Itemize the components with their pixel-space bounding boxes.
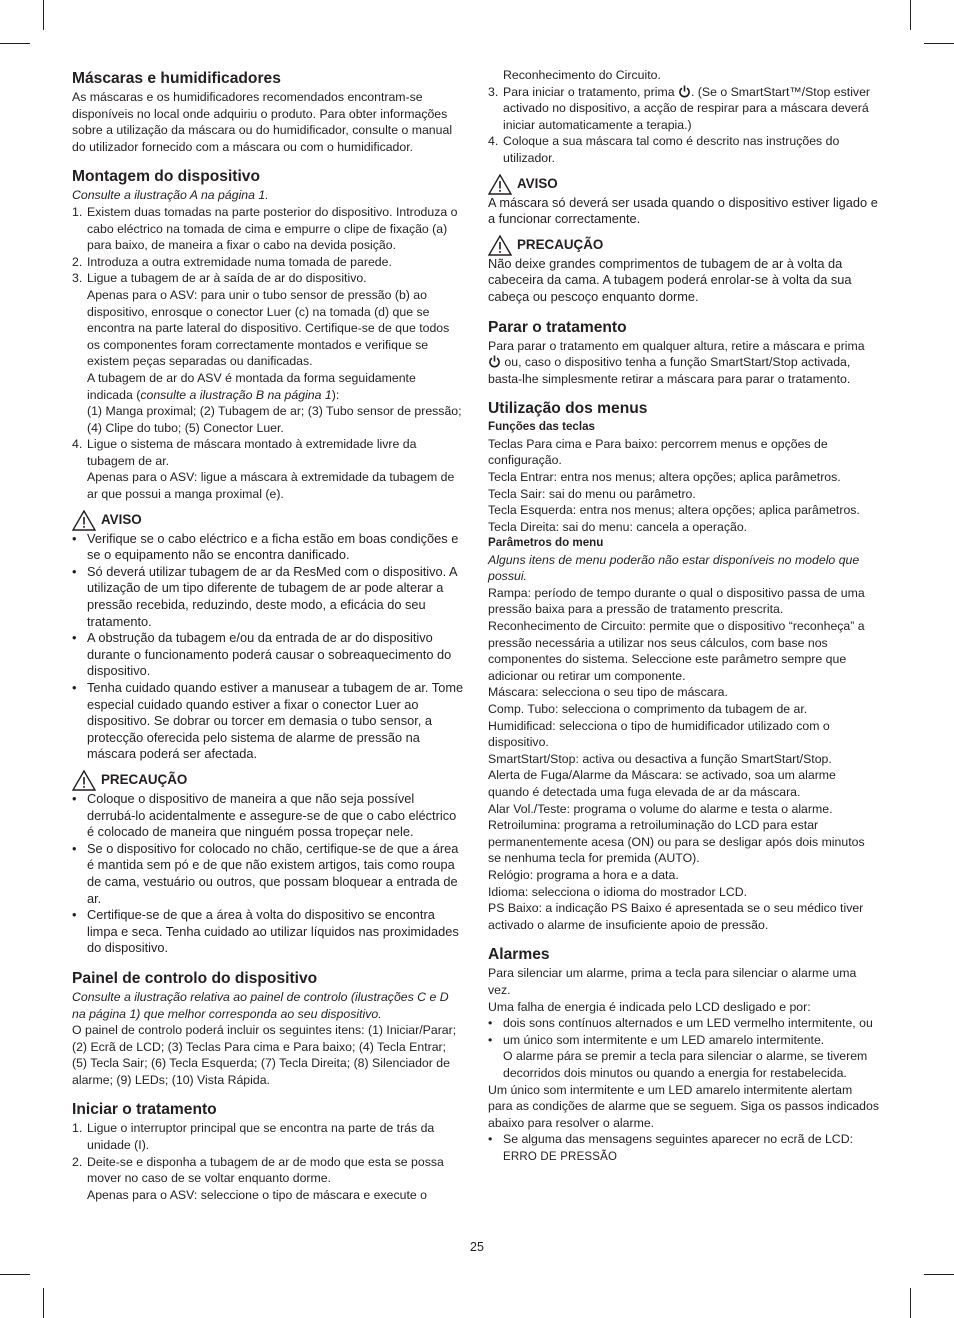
param-entry xyxy=(488,684,880,701)
step-text xyxy=(87,436,464,502)
param-label: PS Baixo: xyxy=(488,901,542,916)
step-main: Para iniciar o tratamento, prima xyxy=(503,84,678,99)
page-number: 25 xyxy=(470,1240,484,1254)
param-text: programa o volume do alarme e testa o alarme. xyxy=(570,801,833,816)
alarm-main: Se alguma das mensagens seguintes aparecer no ecrã de LCD: xyxy=(503,1132,853,1147)
list-item xyxy=(72,204,464,254)
crop-mark xyxy=(43,1288,44,1318)
param-entry xyxy=(488,817,880,867)
assembly-title: Montagem do dispositivo xyxy=(72,168,260,186)
step-number: 3. xyxy=(488,84,499,99)
list-item xyxy=(488,133,880,166)
key-text: percorrem menus e opções de configuração. xyxy=(488,436,828,468)
list-item xyxy=(72,436,464,502)
param-text: selecciona o idioma do mostrador LCD. xyxy=(528,884,748,899)
crop-mark xyxy=(0,1274,30,1275)
stop-text-end: ou, caso o dispositivo tenha a função SmartStart/Stop activada, basta-lhe simplesmente retirar a máscara para parar o tratamento. xyxy=(488,355,851,386)
step-number: 3. xyxy=(72,271,83,286)
param-label: Rampa: xyxy=(488,585,532,600)
warning-triangle-icon xyxy=(488,174,512,195)
panel-ref: Consulte a ilustração relativa ao painel de controlo (ilustrações C e D na página 1) que melhor corresponda ao seu dispositivo. xyxy=(72,989,449,1021)
crop-mark xyxy=(910,1288,911,1318)
warning-text: Verifique se o cabo eléctrico e a ficha estão em boas condições e se o equipamento não se encontra danificado. xyxy=(87,530,459,563)
alarms-list-2 xyxy=(488,1131,880,1165)
step-text: Coloque a sua máscara tal como é descrito nas instruções do utilizador. xyxy=(503,134,840,165)
power-icon xyxy=(488,355,501,368)
caution-text: Certifique-se de que a área à volta do dispositivo se encontra limpa e seca. Tenha cuidado ao utilizar líquidos nas proximidades do dispositivo. xyxy=(87,907,459,956)
asv-more: A tubagem de ar do ASV é montada da forma seguidamente indicada ( xyxy=(87,370,416,402)
param-text: período de tempo durante o qual o dispositivo passa de uma pressão baixa para a pressão de tratamento prescrita. xyxy=(488,585,865,617)
step-main-end: . (Se o SmartStart™/Stop estiver activado no dispositivo, a acção de respirar para a máscara deverá iniciar automaticamente a terapia.) xyxy=(503,84,871,132)
step-number: 1. xyxy=(72,1121,83,1136)
key-label: Tecla Direita: sai do menu: xyxy=(488,519,633,534)
param-entry xyxy=(488,618,880,684)
param-entry xyxy=(488,900,880,933)
param-entry xyxy=(488,867,880,884)
list-item xyxy=(488,67,880,84)
step-main: Ligue o sistema de máscara montado à extremidade livre da tubagem de ar. xyxy=(87,437,417,468)
key-label: Teclas Para cima e Para baixo: xyxy=(488,436,658,451)
alarm-text: dois sons contínuos alternados e um LED vermelho intermitente, ou xyxy=(503,1016,873,1031)
list-item xyxy=(72,254,464,271)
key-text: entra nos menus; altera opções; aplica parâmetros. xyxy=(576,503,860,518)
warning-text: Só deverá utilizar tubagem de ar da ResMed com o dispositivo. A utilização de um tipo diferente de tubagem de ar pode alterar a pressão recebida, reduzindo, deste modo, a eficácia do seu tratamento. xyxy=(87,563,457,629)
assembly-steps xyxy=(72,204,464,503)
caution-heading xyxy=(72,770,464,791)
asv-label: Apenas para o ASV: xyxy=(87,1187,198,1202)
params-heading: Parâmetros do menu xyxy=(488,536,604,550)
param-label: Relógio: xyxy=(488,867,534,882)
list-item: • Coloque o dispositivo de maneira a que não seja possível derrubá-lo acidentalmente e assegure-se de que o cabo eléctrico é colocado de maneira que ninguém possa tropeçar nele. xyxy=(72,791,464,841)
list-item: • um único som intermitente e um LED amarelo intermitente. O alarme pára se premir a tecla para silenciar o alarme, se tiverem decorridos dois minutos ou quando a energia for restabelecida. xyxy=(488,1032,880,1082)
caution-label: PRECAUÇÃO xyxy=(517,237,604,253)
caution-list xyxy=(72,791,464,957)
warning-list xyxy=(72,531,464,763)
alarms-power-fail: Uma falha de energia é indicada pelo LCD desligado e por: xyxy=(488,999,811,1014)
key-entry xyxy=(488,469,880,486)
key-entry xyxy=(488,436,880,469)
list-item: • Tenha cuidado quando estiver a manusear a tubagem de ar. Tome especial cuidado quando estiver a fixar o conector Luer ao dispositivo. Se dobrar ou torcer em demasia o tubo sensor, a protecção oferecida pelo sistema de alarme de pressão na máscara poderá ser afectada. xyxy=(72,680,464,762)
lcd-message: ERRO DE PRESSÃO xyxy=(503,1150,618,1163)
stop-body xyxy=(488,338,880,388)
caution-text: Não deixe grandes comprimentos de tubagem de ar à volta da cabeceira da cama. A tubagem poderá enrolar-se à volta da sua cabeça ou pescoço enquanto dorme. xyxy=(488,255,852,304)
param-entry xyxy=(488,718,880,751)
menus-title: Utilização dos menus xyxy=(488,400,648,418)
param-label: Idioma: xyxy=(488,884,529,899)
stop-title: Parar o tratamento xyxy=(488,318,627,336)
masks-title: Máscaras e humidificadores xyxy=(72,70,281,87)
alarm-text xyxy=(503,1131,880,1165)
step-text: Reconhecimento do Circuito. xyxy=(503,68,661,82)
step-text: Ligue o interruptor principal que se encontra na parte de trás da unidade (I). xyxy=(87,1121,435,1153)
alarms-list xyxy=(488,1015,880,1081)
param-text: programa a hora e a data. xyxy=(533,867,679,882)
list-item: • A obstrução da tubagem e/ou da entrada de ar do dispositivo durante o funcionamento poderá causar o sobreaquecimento do dispositivo. xyxy=(72,630,464,680)
asv-more-end: ): xyxy=(331,387,340,402)
crop-mark xyxy=(924,43,954,44)
asv-text: para unir o tubo sensor de pressão (b) ao dispositivo, enrosque o conector Luer (c) na tomada (d) que se encontra na parte lateral do dispositivo. Certifique-se de que todos os componentes foram correctamente montados e verifique se existem peças separadas ou danificadas. xyxy=(87,287,450,369)
silence-key-name: silenciar o alarme xyxy=(707,1049,804,1064)
step-number: 2. xyxy=(72,1154,83,1169)
list-item xyxy=(72,1120,464,1153)
step-text: Existem duas tomadas na parte posterior do dispositivo. Introduza o cabo eléctrico na tomada de cima e empurre o clipe de fixação (a) para baixo, de maneira a fixar o cabo na devida posição. xyxy=(87,204,458,253)
panel-body: O painel de controlo poderá incluir os seguintes itens: (1) Iniciar/Parar; (2) Ecrã de LCD; (3) Teclas Para cima e Para baixo; (4) Tecla Entrar; (5) Tecla Sair; (6) Tecla Esquerda; (7) Tecla Direita; (8) Silenciador de alarme; (9) LEDs; (10) Vista Rápida. xyxy=(72,1023,457,1087)
asv-text: ligue a máscara à extremidade da tubagem de ar que possui a manga proximal (e). xyxy=(87,470,455,502)
step-number: 2. xyxy=(72,254,83,269)
warning-heading xyxy=(72,510,464,531)
warning-label: AVISO xyxy=(517,176,558,192)
warning-heading xyxy=(488,174,880,195)
params-note: Alguns itens de menu poderão não estar disponíveis no modelo que possui. xyxy=(488,552,860,584)
asv-label: Apenas para o ASV: xyxy=(87,287,198,302)
key-entry xyxy=(488,502,880,519)
step-number: 1. xyxy=(72,204,83,219)
list-item: • Só deverá utilizar tubagem de ar da ResMed com o dispositivo. A utilização de um tipo diferente de tubagem de ar pode alterar a pressão recebida, reduzindo, deste modo, a eficácia do seu tratamento. xyxy=(72,564,464,630)
right-column xyxy=(488,67,880,1165)
alarms-text: Para silenciar um alarme, prima a tecla para xyxy=(488,966,733,981)
masks-body: As máscaras e os humidificadores recomendados encontram-se disponíveis no local onde adquiriu o produto. Para obter informações sobre a utilização da máscara ou do humidificador, consulte o manual do utilizador fornecido com a máscara ou com o humidificador. xyxy=(72,90,453,154)
left-column xyxy=(72,67,464,1203)
param-text: a indicação PS Baixo é apresentada se o seu médico tiver activado o alarme de insuficiente apoio de pressão. xyxy=(488,901,864,932)
warning-text: Tenha cuidado quando estiver a manusear a tubagem de ar. Tome especial cuidado quando estiver a fixar o conector Luer ao dispositivo. Se dobrar ou torcer em demasia o tubo sensor, a protecção oferecida pelo sistema de alarme de pressão na máscara poderá ser afectada. xyxy=(87,680,464,762)
step-number: 4. xyxy=(72,437,83,452)
param-label: Reconhecimento de Circuito: xyxy=(488,619,646,634)
list-item xyxy=(72,270,464,436)
asv-ref: consulte a ilustração B na página 1 xyxy=(140,387,332,402)
caution-label: PRECAUÇÃO xyxy=(101,772,188,788)
param-entry xyxy=(488,767,880,800)
param-text: selecciona o seu tipo de máscara. xyxy=(538,685,728,700)
alarms-single: Um único som intermitente e um LED amarelo intermitente alertam para as condições de alarme que se seguem. Siga os passos indicados abaixo para resolver o alarme. xyxy=(488,1082,880,1130)
warning-label: AVISO xyxy=(101,512,142,528)
key-entry xyxy=(488,519,880,536)
param-label: Alar Vol./Teste: xyxy=(488,801,571,816)
alarms-text-end: uma vez. xyxy=(488,966,857,997)
param-label: Máscara: xyxy=(488,685,539,700)
list-item: • Verifique se o cabo eléctrico e a ficha estão em boas condições e se o equipamento não se encontra danificado. xyxy=(72,531,464,564)
param-entry xyxy=(488,801,880,818)
list-item xyxy=(488,84,880,134)
key-label: Tecla Entrar: xyxy=(488,469,558,484)
param-text: selecciona o tipo de humidificador utilizado com o dispositivo. xyxy=(488,718,830,750)
param-label: Humidificad: xyxy=(488,718,556,733)
step-number: 4. xyxy=(488,134,499,149)
list-item: • Se o dispositivo for colocado no chão, certifique-se de que a área é mantida sem pó e de que não existem artigos, tais como roupa de cama, vestuário ou outros, que possam bloquear a entrada de ar. xyxy=(72,841,464,907)
param-text: se activado, soa um alarme quando é detectada uma fuga elevada de ar da máscara. xyxy=(488,768,836,799)
asv-label: Apenas para o ASV: xyxy=(87,470,198,485)
warning-text: A máscara só deverá ser usada quando o dispositivo estiver ligado e a funcionar correctamente. xyxy=(488,194,878,227)
step-text xyxy=(87,270,464,436)
param-text: selecciona o comprimento da tubagem de ar. xyxy=(558,702,808,717)
step-text xyxy=(87,1154,464,1204)
crop-mark xyxy=(910,0,911,30)
warning-triangle-icon xyxy=(72,770,96,791)
step-main: Ligue a tubagem de ar à saída de ar do dispositivo. xyxy=(87,271,367,286)
key-label: Tecla Sair: xyxy=(488,486,546,501)
step-main: Deite-se e disponha a tubagem de ar de modo que esta se possa mover no caso de se voltar enquanto dorme. xyxy=(87,1154,444,1186)
keys-heading: Funções das teclas xyxy=(488,420,595,434)
warning-triangle-icon xyxy=(488,235,512,256)
alarms-silence xyxy=(488,965,880,998)
alarm-more: O alarme pára se premir a tecla para xyxy=(503,1049,708,1064)
start-title: Iniciar o tratamento xyxy=(72,1101,217,1119)
list-item: • dois sons contínuos alternados e um LED vermelho intermitente, ou xyxy=(488,1015,880,1032)
start-steps xyxy=(72,1120,464,1203)
warning-triangle-icon xyxy=(72,510,96,531)
param-label: Alerta de Fuga/Alarme da Máscara: xyxy=(488,768,683,783)
key-text: entra nos menus; altera opções; aplica parâmetros. xyxy=(557,469,841,484)
key-text: cancela a operação. xyxy=(632,519,748,534)
crop-mark xyxy=(924,1274,954,1275)
param-label: SmartStart/Stop: xyxy=(488,751,579,766)
alarm-main: um único som intermitente e um LED amarelo intermitente. xyxy=(503,1032,825,1047)
list-item: • Se alguma das mensagens seguintes aparecer no ecrã de LCD: ERRO DE PRESSÃO xyxy=(488,1131,880,1165)
caution-text: Se o dispositivo for colocado no chão, certifique-se de que a área é mantida sem pó e de que não existem artigos, tais como roupa de cama, vestuário ou outros, que possam bloquear a entrada de ar. xyxy=(87,840,459,906)
caution-heading xyxy=(488,235,880,256)
step-text xyxy=(503,84,880,134)
stop-text: Para parar o tratamento em qualquer altura, retire a máscara e prima xyxy=(488,338,865,353)
param-entry xyxy=(488,585,880,618)
key-text: sai do menu ou parâmetro. xyxy=(545,486,696,501)
step-text: Introduza a outra extremidade numa tomada de parede. xyxy=(87,254,392,269)
caution-text: Coloque o dispositivo de maneira a que não seja possível derrubá-lo acidentalmente e assegure-se de que o cabo eléctrico é colocado de maneira que ninguém possa tropeçar nele. xyxy=(87,790,457,840)
param-text: activa ou desactiva a função SmartStart/Stop. xyxy=(578,751,832,766)
param-text: permite que o dispositivo “reconheça” a pressão necessária a utilizar nos seus cálculos, com base nos componentes do sistema. Seleccione este parâmetro sempre que adicionar ou retirar um componente. xyxy=(488,619,865,683)
key-label: Tecla Esquerda: xyxy=(488,503,577,518)
alarms-title: Alarmes xyxy=(488,946,550,964)
silence-key-name: silenciar o alarme xyxy=(732,966,830,981)
param-text: programa a retroiluminação do LCD para estar permanentemente acesa (ON) ou para se desligar após dois minutos se nenhuma tecla for premida (AUTO). xyxy=(488,818,865,866)
assembly-ref: Consulte a ilustração A na página 1. xyxy=(72,188,269,203)
param-entry xyxy=(488,884,880,901)
power-icon xyxy=(678,85,691,98)
param-label: Comp. Tubo: xyxy=(488,702,559,717)
alarm-text xyxy=(503,1032,880,1082)
key-entry xyxy=(488,486,880,503)
panel-title: Painel de controlo do dispositivo xyxy=(72,969,318,987)
crop-mark xyxy=(43,0,44,30)
param-label: Retroilumina: xyxy=(488,818,561,833)
crop-mark xyxy=(0,43,30,44)
list-item: • Certifique-se de que a área à volta do dispositivo se encontra limpa e seca. Tenha cuidado ao utilizar líquidos nas proximidades do dispositivo. xyxy=(72,907,464,957)
alarm-more-end: , se tiverem decorridos dois minutos ou quando a energia for restabelecida. xyxy=(503,1049,868,1080)
list-item xyxy=(72,1154,464,1204)
asv-text: seleccione o tipo de máscara e execute o xyxy=(197,1187,427,1202)
asv-parts: (1) Manga proximal; (2) Tubagem de ar; (3) Tubo sensor de pressão; (4) Clipe do tubo; (5) Conector Luer. xyxy=(87,404,462,435)
warning-text: A obstrução da tubagem e/ou da entrada de ar do dispositivo durante o funcionamento poderá causar o sobreaquecimento do dispositivo. xyxy=(87,630,452,679)
param-entry xyxy=(488,751,880,768)
param-entry xyxy=(488,701,880,718)
